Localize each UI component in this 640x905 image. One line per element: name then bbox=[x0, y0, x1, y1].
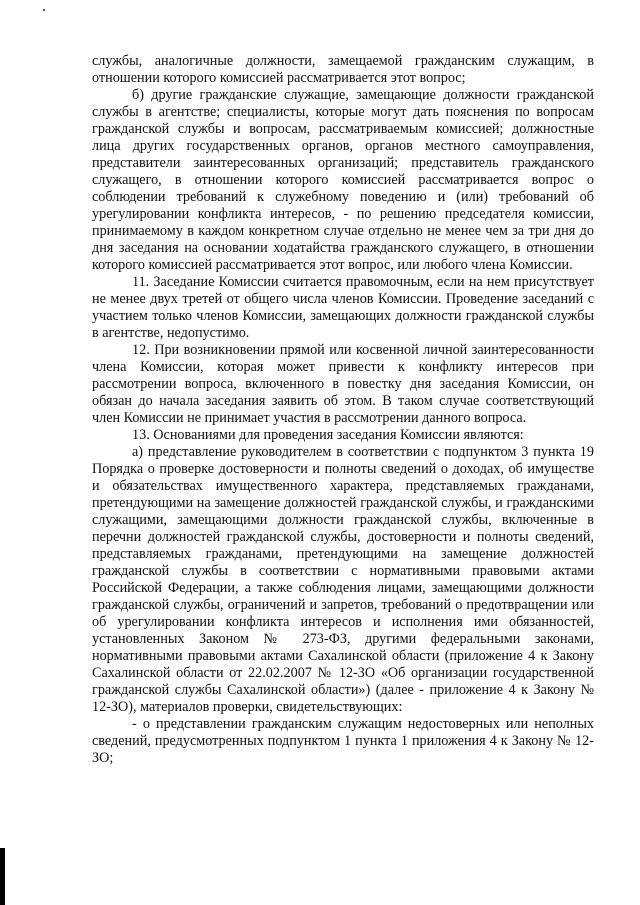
paragraph-continuation: службы, аналогичные должности, замещаемой гражданским служащим, в отношении которого комиссией рассматривается этот вопрос; bbox=[92, 53, 594, 86]
paragraph-item-a: а) представление руководителем в соответствии с подпунктом 3 пункта 19 Порядка о проверке достоверности и полноты сведений о доходах, об имуществе и обязательствах имущественного характера, представляемых гражданами, претендующими на замещение должностей гражданской службы, и гражданскими служащими, замещающими должности гражданской службы, включенные в перечни должностей гражданской службы, достоверности и полноты сведений, представляемых гражданами, претендующими на замещение должностей гражданской службы в соответствии с нормативными правовыми актами Российской Федерации, а также соблюдения лицами, замещающими должности гражданской службы, ограничений и запретов, требований о предотвращении или об урегулировании конфликта интересов и исполнения ими обязанностей, установленных Законом № 273-ФЗ, другими федеральными законами, нормативными правовыми актами Сахалинской области (приложение 4 к Закону Сахалинской области от 22.02.2007 № 12-ЗО «Об организации государственной гражданской службы Сахалинской области») (далее - приложение 4 к Закону № 12-ЗО), материалов проверки, свидетельствующих: bbox=[92, 444, 594, 715]
paragraph-dash-item: - о представлении гражданским служащим недостоверных или неполных сведений, предусмотренных подпунктом 1 пункта 1 приложения 4 к Закону № 12-ЗО; bbox=[92, 716, 594, 766]
document-body bbox=[92, 53, 594, 767]
paragraph-item-13: 13. Основаниями для проведения заседания Комиссии являются: bbox=[132, 427, 524, 443]
paragraph-item-11: 11. Заседание Комиссии считается правомочным, если на нем присутствует не менее двух третей от общего числа членов Комиссии. Проведение заседаний с участием только членов Комиссии, замещающих должности гражданской службы в агентстве, недопустимо. bbox=[92, 274, 594, 341]
scan-speck bbox=[43, 9, 45, 11]
paragraph-item-12: 12. При возникновении прямой или косвенной личной заинтересованности члена Комиссии, которая может привести к конфликту интересов при рассмотрении вопроса, включенного в повестку дня заседания Комиссии, он обязан до начала заседания заявить об этом. В таком случае соответствующий член Комиссии не принимает участия в рассмотрении данного вопроса. bbox=[92, 342, 594, 426]
scan-margin-bar bbox=[0, 848, 5, 905]
paragraph-item-b: б) другие гражданские служащие, замещающие должности гражданской службы в агентстве; специалисты, которые могут дать пояснения по вопросам гражданской службы и вопросам, рассматриваемым комиссией; должностные лица других государственных органов, органов местного самоуправления, представители заинтересованных организаций; представитель гражданского служащего, в отношении которого комиссией рассматривается вопрос о соблюдении требований к служебному поведению и (или) требований об урегулировании конфликта интересов, - по решению председателя комиссии, принимаемому в каждом конкретном случае отдельно не менее чем за три дня до дня заседания на основании ходатайства гражданского служащего, в отношении которого комиссией рассматривается этот вопрос, или любого члена Комиссии. bbox=[92, 87, 594, 273]
